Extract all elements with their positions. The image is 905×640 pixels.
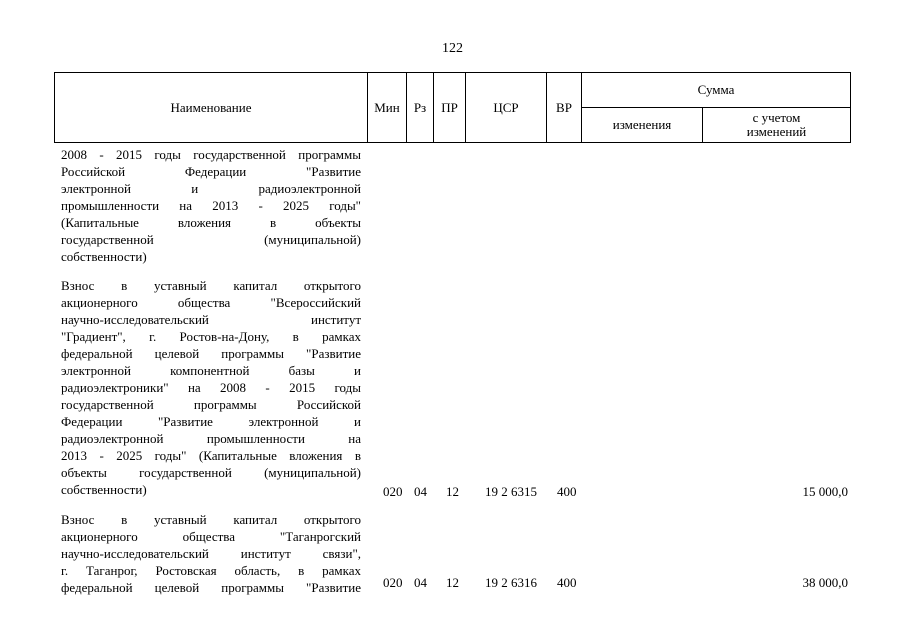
page-number: 122 bbox=[442, 41, 463, 56]
text-line: радиоэлектроники" на 2008 - 2015 годы bbox=[61, 380, 361, 395]
cell-with-change: 38 000,0 bbox=[802, 575, 848, 590]
text-line: акционерного общества "Всероссийский bbox=[61, 295, 361, 310]
text-line: Взнос в уставный капитал открытого bbox=[61, 512, 361, 527]
cell-rz: 04 bbox=[414, 484, 427, 499]
header-change: изменения bbox=[582, 108, 703, 142]
text-line: Российской Федерации "Развитие bbox=[61, 164, 361, 179]
cell-pr: 12 bbox=[446, 575, 459, 590]
text-line: 2008 - 2015 годы государственной программы bbox=[61, 147, 361, 162]
text-line: государственной (муниципальной) bbox=[61, 232, 361, 247]
cell-min: 020 bbox=[383, 484, 403, 499]
text-line: г. Таганрог, Ростовская область, в рамках bbox=[61, 563, 361, 578]
cell-csr: 19 2 6315 bbox=[485, 484, 537, 499]
cell-vr: 400 bbox=[557, 575, 577, 590]
text-line: федеральной целевой программы "Развитие bbox=[61, 580, 361, 595]
header-vr: ВР bbox=[547, 73, 582, 142]
cell-min: 020 bbox=[383, 575, 403, 590]
text-line: федеральной целевой программы "Развитие bbox=[61, 346, 361, 361]
text-line: "Градиент", г. Ростов-на-Дону, в рамках bbox=[61, 329, 361, 344]
text-line: (Капитальные вложения в объекты bbox=[61, 215, 361, 230]
text-line: 2013 - 2025 годы" (Капитальные вложения в bbox=[61, 448, 361, 463]
text-line: собственности) bbox=[61, 482, 147, 497]
text-line: Федерации "Развитие электронной и bbox=[61, 414, 361, 429]
header-rz: Рз bbox=[407, 73, 434, 142]
text-line: Взнос в уставный капитал открытого bbox=[61, 278, 361, 293]
cell-with-change: 15 000,0 bbox=[802, 484, 848, 499]
header-pr: ПР bbox=[434, 73, 466, 142]
cell-vr: 400 bbox=[557, 484, 577, 499]
text-line: акционерного общества "Таганрогский bbox=[61, 529, 361, 544]
header-min: Мин bbox=[368, 73, 407, 142]
text-line: промышленности на 2013 - 2025 годы" bbox=[61, 198, 361, 213]
row-text-gradient bbox=[61, 277, 361, 498]
table-header bbox=[54, 72, 851, 143]
text-line: собственности) bbox=[61, 249, 147, 264]
row-text-continuation bbox=[61, 146, 361, 265]
text-line: научно-исследовательский институт bbox=[61, 312, 361, 327]
text-line: радиоэлектронной промышленности на bbox=[61, 431, 361, 446]
cell-rz: 04 bbox=[414, 575, 427, 590]
header-csr: ЦСР bbox=[466, 73, 547, 142]
header-with-change bbox=[703, 108, 850, 142]
cell-pr: 12 bbox=[446, 484, 459, 499]
text-line: научно-исследовательский институт связи", bbox=[61, 546, 361, 561]
header-name: Наименование bbox=[55, 73, 368, 142]
text-line: электронной и радиоэлектронной bbox=[61, 181, 361, 196]
header-with-change-line2: изменений bbox=[746, 124, 807, 139]
cell-csr: 19 2 6316 bbox=[485, 575, 537, 590]
text-line: электронной компонентной базы и bbox=[61, 363, 361, 378]
header-with-change-line1: с учетом bbox=[752, 110, 801, 125]
text-line: государственной программы Российской bbox=[61, 397, 361, 412]
text-line: объекты государственной (муниципальной) bbox=[61, 465, 361, 480]
row-text-taganrog bbox=[61, 511, 361, 596]
header-sum: Сумма bbox=[582, 73, 850, 108]
